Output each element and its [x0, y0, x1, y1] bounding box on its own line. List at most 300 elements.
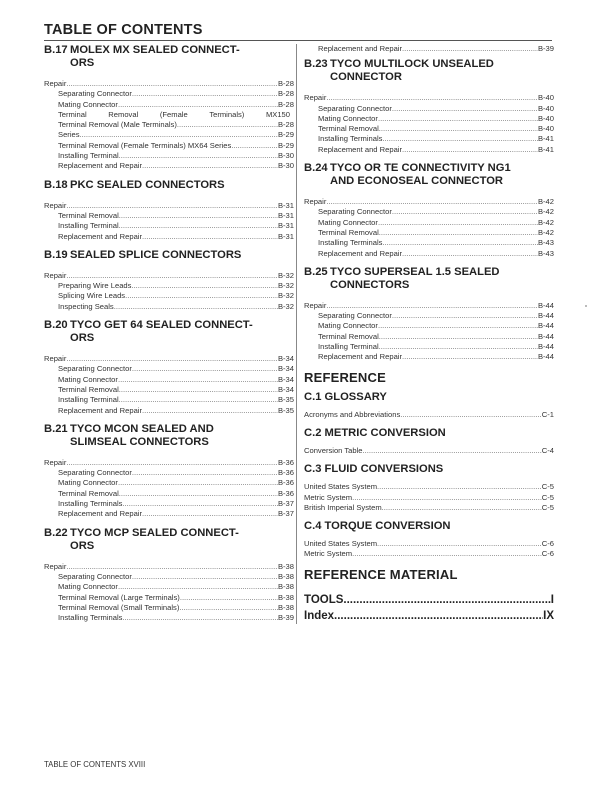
toc-entry[interactable] [304, 238, 554, 248]
toc-entry-text: Installing Terminal [58, 151, 119, 161]
toc-entry[interactable] [304, 249, 554, 259]
toc-leader-dots [119, 385, 278, 395]
toc-entry-group [44, 201, 294, 242]
toc-entry-text: Repair [304, 93, 327, 103]
toc-leader-dots [334, 608, 543, 624]
toc-entry-group [304, 301, 554, 363]
toc-leader-dots [231, 141, 278, 151]
toc-entry-page: B-28 [277, 99, 294, 109]
toc-entry[interactable] [304, 207, 554, 217]
section-number: B.24 [304, 162, 328, 175]
toc-entry-text: Mating Connector [58, 582, 118, 592]
section-number: B.17 [44, 44, 68, 56]
toc-entry[interactable] [304, 228, 554, 238]
toc-entry[interactable] [304, 311, 554, 321]
toc-entry[interactable] [44, 151, 294, 161]
toc-entry-page: B-38 [277, 561, 294, 571]
toc-leader-dots [382, 503, 542, 513]
toc-entry-page: B-31 [277, 231, 294, 241]
toc-leader-dots [119, 151, 278, 161]
toc-entry[interactable] [304, 342, 554, 352]
toc-entry[interactable] [44, 572, 294, 582]
toc-entry[interactable] [44, 562, 294, 572]
toc-entry-text [58, 110, 294, 120]
toc-entry[interactable] [44, 354, 294, 364]
toc-entry-page: B-38 [277, 602, 294, 612]
section-title: TORQUE CONVERSION [324, 520, 451, 533]
toc-entry-wrapped[interactable] [44, 110, 294, 120]
toc-entry-text: Repair [44, 79, 67, 88]
toc-entry[interactable] [44, 478, 294, 488]
toc-entry[interactable] [44, 489, 294, 499]
section-title: TYCO OR TE CONNECTIVITY NG1 [330, 162, 511, 175]
margin-mark [585, 305, 587, 307]
section-number: C.1 [304, 390, 322, 403]
toc-entry-page: B-34 [277, 374, 294, 384]
toc-entry[interactable] [44, 141, 294, 151]
toc-entry[interactable] [304, 93, 554, 103]
toc-entry[interactable] [304, 301, 554, 311]
toc-entry-text: Installing Terminals [318, 134, 383, 144]
toc-entry-text: Mating Connector [318, 321, 378, 331]
section-heading[interactable] [44, 44, 294, 70]
toc-entry-page: B-28 [277, 89, 294, 99]
toc-leader-dots [118, 100, 278, 110]
toc-entry-page: B-32 [277, 281, 294, 291]
toc-entry-text: Replacement and Repair [58, 161, 143, 171]
section-number: B.19 [44, 248, 68, 261]
tools-entry-text: TOOLS [304, 593, 344, 606]
toc-entry-page: B-32 [277, 291, 294, 301]
toc-entry[interactable] [44, 302, 294, 312]
toc-entry-page: B-36 [277, 468, 294, 478]
toc-leader-dots [377, 482, 542, 492]
toc-leader-dots [378, 218, 538, 228]
toc-entry[interactable] [304, 352, 554, 362]
toc-entry[interactable] [44, 271, 294, 281]
toc-entry-page: C-6 [541, 549, 554, 559]
toc-entry[interactable] [44, 232, 294, 242]
toc-entry-page: C-5 [541, 482, 554, 492]
toc-entry[interactable] [44, 221, 294, 231]
title-rule [44, 40, 552, 41]
toc-entry-text: Terminal Removal (Small Terminals) [58, 602, 180, 612]
toc-leader-dots [132, 89, 278, 99]
toc-leader-dots [122, 499, 278, 509]
toc-entry-group [44, 79, 294, 172]
toc-entry-group [304, 446, 554, 456]
toc-entry[interactable] [44, 385, 294, 395]
toc-leader-dots [179, 603, 278, 613]
toc-entry-text: Separating Connector [58, 571, 132, 581]
toc-entry[interactable] [44, 509, 294, 519]
toc-entry-text: Installing Terminals [58, 613, 123, 623]
section-title-continued: ORS [70, 332, 95, 345]
toc-entry-page: B-36 [277, 488, 294, 498]
section-title-continued: CONNECTORS [330, 278, 410, 291]
toc-entry-page: B-44 [537, 342, 554, 352]
toc-entry-text: British Imperial System [304, 502, 382, 512]
toc-entry-group [44, 354, 294, 416]
toc-leader-dots [132, 468, 278, 478]
toc-entry[interactable] [44, 468, 294, 478]
section-heading[interactable] [44, 423, 294, 449]
toc-leader-dots [392, 207, 538, 217]
toc-leader-dots [66, 271, 278, 281]
section-title: MOLEX MX SEALED CONNECT- [70, 44, 240, 56]
toc-leader-dots [142, 161, 278, 171]
toc-leader-dots [363, 446, 542, 456]
toc-entry[interactable] [44, 582, 294, 592]
toc-entry-text: Replacement and Repair [58, 405, 143, 415]
section-heading[interactable] [304, 391, 554, 404]
toc-entry-text: Replacement and Repair [58, 231, 143, 241]
toc-leader-dots [132, 572, 278, 582]
toc-entry-text: Mating Connector [58, 374, 118, 384]
toc-entry[interactable] [304, 124, 554, 134]
toc-leader-dots [379, 228, 538, 238]
toc-entry[interactable] [44, 281, 294, 291]
section-title-continued: AND ECONOSEAL CONNECTOR [330, 175, 504, 188]
toc-entry-text: Separating Connector [318, 311, 392, 321]
toc-entry[interactable] [304, 539, 554, 549]
toc-entry-page: C-1 [541, 409, 554, 419]
section-number: B.23 [304, 58, 328, 71]
toc-entry[interactable] [44, 406, 294, 416]
toc-leader-dots [142, 509, 278, 519]
tools-entry-page: I [550, 593, 554, 606]
section-number: C.3 [304, 463, 322, 476]
toc-entry[interactable] [304, 134, 554, 144]
toc-entry-page: B-34 [277, 364, 294, 374]
toc-entry[interactable] [304, 218, 554, 228]
toc-entry-text: Repair [304, 300, 327, 310]
toc-entry[interactable] [304, 145, 554, 155]
toc-leader-dots [119, 489, 278, 499]
toc-entry-page: B-43 [537, 248, 554, 258]
toc-entry[interactable] [304, 549, 554, 559]
toc-leader-dots [382, 238, 538, 248]
toc-entry-page: B-44 [537, 331, 554, 341]
toc-entry-group [304, 539, 554, 560]
toc-entry[interactable] [44, 211, 294, 221]
toc-entry[interactable] [304, 410, 554, 420]
toc-entry[interactable] [304, 104, 554, 114]
toc-entry-page: B-28 [277, 120, 294, 130]
section-title: SEALED SPLICE CONNECTORS [70, 248, 242, 261]
toc-entry-page: B-42 [537, 217, 554, 227]
toc-entry-text: Terminal Removal [318, 331, 379, 341]
toc-entry-text: Terminal Removal [58, 384, 119, 394]
toc-entry[interactable] [44, 161, 294, 171]
toc-entry[interactable] [304, 482, 554, 492]
toc-leader-dots [382, 134, 538, 144]
toc-entry-text: Installing Terminals [58, 499, 123, 509]
toc-leader-dots [352, 493, 542, 503]
toc-entry[interactable] [304, 197, 554, 207]
section-heading[interactable] [304, 162, 554, 188]
toc-leader-dots [118, 582, 278, 592]
toc-entry-page: C-4 [541, 445, 554, 455]
toc-entry-text: Mating Connector [58, 478, 118, 488]
toc-entry[interactable] [304, 503, 554, 513]
toc-entry-group [44, 562, 294, 624]
section-title-continued: CONNECTOR [330, 71, 402, 84]
toc-entry[interactable] [44, 603, 294, 613]
section-title-continued: ORS [70, 57, 95, 69]
toc-entry-text: Separating Connector [58, 468, 132, 478]
section-number: B.25 [304, 265, 328, 278]
toc-leader-dots [400, 410, 542, 420]
toc-leader-dots [392, 311, 538, 321]
toc-word: Terminal [58, 109, 87, 119]
section-title: GLOSSARY [324, 390, 387, 403]
section-heading[interactable] [304, 463, 554, 476]
toc-entry-page: B-38 [277, 592, 294, 602]
toc-entry-text: Repair [44, 354, 67, 364]
toc-entry[interactable] [304, 114, 554, 124]
toc-leader-dots [66, 458, 278, 468]
toc-entry-text: Installing Terminal [58, 395, 119, 405]
reference-heading: REFERENCE [304, 369, 386, 385]
toc-entry-text: Mating Connector [58, 99, 118, 109]
toc-entry-text: Replacement and Repair [318, 144, 403, 154]
toc-entry[interactable] [304, 446, 554, 456]
toc-entry-page: B-42 [537, 207, 554, 217]
toc-entry-page: B-36 [277, 457, 294, 467]
toc-leader-dots [402, 145, 538, 155]
toc-entry-text: Series [58, 130, 80, 140]
toc-leader-dots [118, 478, 278, 488]
toc-entry[interactable] [304, 332, 554, 342]
toc-entry-group [304, 44, 554, 54]
section-number: B.20 [44, 319, 68, 332]
toc-leader-dots [326, 197, 538, 207]
section-heading[interactable] [44, 179, 294, 192]
toc-leader-dots [114, 302, 278, 312]
toc-entry-text: Repair [304, 197, 327, 207]
toc-entry-text: Separating Connector [58, 364, 132, 374]
toc-entry[interactable] [304, 493, 554, 503]
toc-entry-text: Replacement and Repair [58, 509, 143, 519]
toc-entry-page: B-42 [537, 197, 554, 207]
toc-entry-text: Installing Terminal [318, 342, 379, 352]
toc-entry-text: Metric System [304, 492, 353, 502]
toc-word: MX150 [265, 109, 290, 119]
section-number: B.18 [44, 178, 68, 191]
reference-material-heading: REFERENCE MATERIAL [304, 566, 458, 582]
toc-entry-text: Terminal Removal [58, 488, 119, 498]
toc-entry-page: B-31 [277, 210, 294, 220]
toc-entry-page: B-37 [277, 499, 294, 509]
toc-leader-dots [402, 352, 538, 362]
toc-entry-text: Preparing Wire Leads [58, 281, 132, 291]
section-title-continued: ORS [70, 539, 95, 552]
toc-entry-text: Acronyms and Abbreviations [304, 409, 401, 419]
section-number: C.4 [304, 520, 322, 533]
toc-leader-dots [119, 211, 278, 221]
toc-entry-page: B-40 [537, 113, 554, 123]
toc-entry-group [304, 197, 554, 259]
toc-entry-group [44, 271, 294, 312]
toc-leader-dots [118, 375, 278, 385]
toc-entry-page: B-34 [277, 354, 294, 364]
toc-entry-text: Repair [44, 457, 67, 467]
toc-entry-text: Terminal Removal (Female Terminals) MX64 Series [58, 140, 232, 150]
toc-entry-page: B-30 [277, 151, 294, 161]
toc-leader-dots [402, 44, 538, 54]
toc-leader-dots [379, 124, 538, 134]
right-column [304, 44, 554, 624]
toc-entry-text: Replacement and Repair [318, 44, 403, 53]
toc-entry-page: B-44 [537, 352, 554, 362]
toc-leader-dots [66, 354, 278, 364]
toc-entry-text: United States System [304, 539, 378, 549]
toc-word: Terminals) [209, 109, 245, 119]
toc-leader-dots [119, 221, 278, 231]
toc-entry-text: Inspecting Seals [58, 301, 114, 311]
toc-entry-page: B-36 [277, 478, 294, 488]
toc-entry-page: B-31 [277, 221, 294, 231]
toc-entry-text: Mating Connector [318, 113, 378, 123]
toc-entry-text: Installing Terminal [58, 221, 119, 231]
toc-entry[interactable] [44, 79, 294, 89]
toc-entry-page: B-40 [537, 124, 554, 134]
toc-entry-page: B-32 [277, 270, 294, 280]
toc-leader-dots [392, 104, 538, 114]
toc-leader-dots [142, 232, 278, 242]
toc-leader-dots [377, 539, 542, 549]
toc-leader-dots [122, 613, 278, 623]
toc-entry-text: Separating Connector [58, 89, 132, 99]
section-title: FLUID CONVERSIONS [324, 463, 444, 476]
toc-entry-text: Separating Connector [318, 103, 392, 113]
section-number: B.21 [44, 422, 68, 435]
toc-entry-group [304, 93, 554, 155]
toc-leader-dots [379, 332, 538, 342]
toc-entry[interactable] [44, 375, 294, 385]
toc-entry[interactable] [44, 130, 294, 140]
toc-entry-page: B-44 [537, 321, 554, 331]
toc-entry-page: B-40 [537, 93, 554, 103]
section-title: TYCO MCP SEALED CONNECT- [70, 526, 239, 539]
index-entry[interactable] [304, 608, 554, 624]
toc-entry-text: Terminal Removal (Male Terminals) [58, 120, 177, 130]
index-entry-text: Index [304, 609, 335, 622]
section-heading[interactable] [44, 249, 294, 262]
toc-entry[interactable] [44, 364, 294, 374]
toc-leader-dots [326, 93, 538, 103]
toc-leader-dots [326, 301, 538, 311]
toc-leader-dots [142, 406, 278, 416]
section-title: PKC SEALED CONNECTORS [70, 178, 225, 191]
toc-entry-text: Repair [44, 270, 67, 280]
toc-word: (Female [159, 109, 188, 119]
column-divider [296, 44, 297, 624]
toc-entry[interactable] [44, 89, 294, 99]
toc-entry[interactable] [44, 613, 294, 623]
toc-entry-page: B-41 [537, 144, 554, 154]
toc-entry[interactable] [304, 321, 554, 331]
section-heading[interactable] [304, 58, 554, 84]
toc-entry-text: United States System [304, 482, 378, 492]
toc-entry-page: B-34 [277, 384, 294, 394]
toc-entry-page: B-38 [277, 582, 294, 592]
section-title: METRIC CONVERSION [324, 426, 446, 439]
toc-entry-text: Repair [44, 200, 67, 210]
section-title-continued: SLIMSEAL CONNECTORS [70, 435, 209, 448]
toc-entry-text: Terminal Removal [318, 227, 379, 237]
toc-entry-text: Terminal Removal [318, 124, 379, 134]
section-heading[interactable] [304, 266, 554, 292]
section-heading[interactable] [44, 527, 294, 553]
toc-leader-dots [66, 201, 278, 211]
toc-leader-dots [402, 249, 538, 259]
toc-entry[interactable] [44, 291, 294, 301]
toc-entry-page: B-38 [277, 571, 294, 581]
toc-entry-page: B-31 [277, 200, 294, 210]
section-number: C.2 [304, 426, 322, 439]
toc-entry-group [44, 458, 294, 520]
toc-entry[interactable] [44, 201, 294, 211]
section-title: TYCO GET 64 SEALED CONNECT- [70, 319, 253, 332]
toc-leader-dots [378, 321, 538, 331]
section-heading[interactable] [44, 319, 294, 345]
toc-leader-dots [343, 592, 550, 608]
toc-entry[interactable] [44, 120, 294, 130]
toc-entry-page: B-44 [537, 311, 554, 321]
toc-entry-group [304, 482, 554, 513]
tools-entry[interactable] [304, 592, 554, 608]
toc-entry-page: C-5 [541, 492, 554, 502]
toc-entry-page: B-39 [537, 44, 554, 53]
section-title: TYCO MCON SEALED AND [70, 422, 214, 435]
toc-entry-page: C-6 [541, 539, 554, 549]
toc-entry-page: B-35 [277, 395, 294, 405]
toc-leader-dots [177, 120, 278, 130]
toc-entry-text: Terminal Removal [58, 210, 119, 220]
toc-entry-page: B-28 [277, 79, 294, 88]
toc-entry-text: Installing Terminals [318, 238, 383, 248]
toc-entry[interactable] [44, 458, 294, 468]
toc-entry[interactable] [44, 593, 294, 603]
toc-entry-page: B-44 [537, 300, 554, 310]
toc-entry-page: B-37 [277, 509, 294, 519]
toc-leader-dots [378, 114, 538, 124]
toc-leader-dots [66, 562, 278, 572]
toc-entry-text: Replacement and Repair [318, 352, 403, 362]
toc-leader-dots [131, 281, 278, 291]
toc-entry-page: B-29 [277, 130, 294, 140]
toc-entry-page: B-35 [277, 405, 294, 415]
section-title: TYCO SUPERSEAL 1.5 SEALED [330, 265, 500, 278]
toc-entry[interactable] [44, 100, 294, 110]
toc-entry[interactable] [304, 44, 554, 54]
toc-entry-page: B-29 [277, 140, 294, 150]
index-entry-page: IX [543, 609, 554, 622]
toc-entry[interactable] [44, 395, 294, 405]
section-heading[interactable] [304, 520, 554, 533]
toc-entry[interactable] [44, 499, 294, 509]
toc-entry-text: Repair [44, 561, 67, 571]
toc-leader-dots [119, 395, 278, 405]
toc-entry-text: Mating Connector [318, 217, 378, 227]
toc-entry-text: Terminal Removal (Large Terminals) [58, 592, 180, 602]
section-title: TYCO MULTILOCK UNSEALED [330, 58, 494, 71]
toc-leader-dots [125, 291, 278, 301]
section-heading[interactable] [304, 427, 554, 440]
toc-entry-group [304, 410, 554, 420]
